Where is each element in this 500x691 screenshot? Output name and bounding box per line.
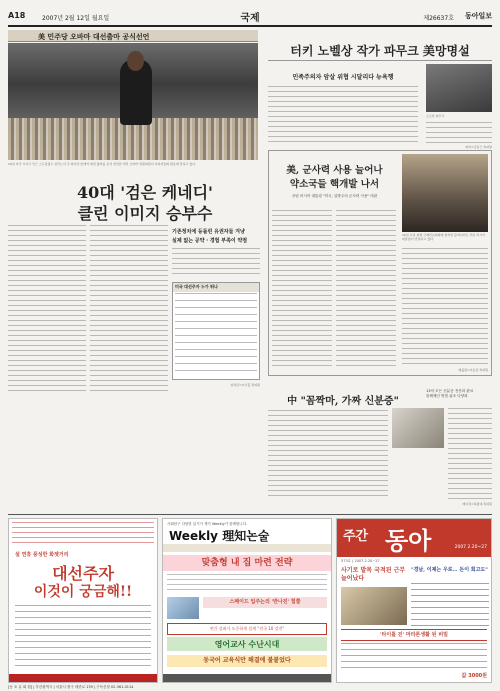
ad-weekly-title-kr: 理知논술: [222, 529, 270, 543]
ad-weekly-band-1: 맞춤형 내 집 마련 전략: [163, 555, 331, 571]
pamuk-photo: [426, 64, 492, 112]
candidates-table-rows: [175, 293, 257, 377]
turkey-subhead: 민족주의자 암살 위협 시달리다 뉴욕행: [292, 74, 394, 81]
putin-caption: 10일 독일 뮌헨 국제안보회의에 참석한 블라디미르 푸틴 러시아 대통령이 연설하고 있다.: [402, 233, 485, 241]
military-headline-2: 약소국들 핵개발 나서: [289, 179, 380, 190]
obama-box-body: [172, 248, 260, 278]
ad-weekly-title: [169, 527, 269, 544]
ad-weekly-top: 사회탐구 다양한 읽기가 책가 Weekly가 함께합니다.: [167, 522, 248, 526]
ad-weekly-strip: [163, 544, 331, 552]
ad-donga-title-big: 동아: [385, 526, 432, 555]
obama-body-col-2: [90, 225, 168, 395]
ad-election: [8, 518, 158, 683]
page-header: [8, 10, 492, 24]
turkey-body: [268, 86, 418, 146]
ad-weekly-band-1-sub: [167, 574, 327, 592]
ad-weekly-band-2: 스페이드 입주는의 '반나진' 힘쭐: [203, 597, 327, 608]
ad-donga-story-2: "경남, 이제는 우로… 돈이 회고도": [411, 567, 488, 573]
page-footer: [동 포 유 회 원] | 부산광역시 | 서울시 중구 세종로 139 | 구독신청 02-361-0114: [8, 685, 134, 689]
military-body-1: [272, 210, 332, 370]
ad-weekly-thumb: [167, 597, 199, 619]
turkey-rule: [268, 60, 492, 61]
obama-headline-1: 40대 '검은 케네디': [77, 183, 213, 202]
military-headline-1: 美, 군사력 사용 늘어나: [286, 165, 383, 176]
china-photo: [392, 408, 444, 448]
obama-box-headline: 기존정치에 등돌린 유권자들 겨냥 실제 없는 공약 · 경험 부족이 약점: [172, 229, 248, 244]
pamuk-caption: 오르한 파무크: [426, 114, 445, 118]
turkey-headline: 터키 노벨상 작가 파무크 美망명설: [290, 44, 470, 58]
military-deck: 푸틴 러시아 대통령 "미국, 일방주의 군사력 사용" 비판: [291, 194, 378, 198]
ad-election-title-1: 대선주자: [52, 564, 114, 583]
turkey-byline: 파리=금동근 특파원: [465, 145, 492, 149]
ad-election-kicker: 설 연휴 풍성한 화젯거리: [15, 552, 69, 558]
turkey-body-right: [426, 122, 492, 144]
obama-byline: 워싱턴=이기홍 특파원: [230, 383, 260, 387]
ad-donga-title-kr: 주간: [343, 529, 369, 544]
ad-donga-story-3: '타이틀 진' 마라톤생활 된 비밀: [341, 629, 487, 641]
ad-weekly-title-en: Weekly: [169, 529, 219, 543]
ad-election-top-text: [12, 522, 154, 544]
china-headline: 中 "꼼짝마, 가짜 신분증": [287, 396, 399, 407]
military-body-3: [402, 248, 488, 366]
page-number: A18: [8, 11, 26, 20]
obama-photo-caption: 10일 미국 시카고 인근 스프링필드 일리노이 주 의사당 앞에서 대선 출마를 공식 선언한 버락 오바마 상원의원이 지지자들의 환호에 답하고 있다.: [8, 162, 197, 166]
military-body-2: [336, 210, 396, 370]
ad-donga-price: 값 3000원: [461, 673, 487, 679]
ad-election-footer-bar: [9, 674, 157, 682]
ad-donga-masthead: [337, 519, 491, 557]
ad-donga-photo: [341, 587, 407, 625]
ad-weekly: [162, 518, 332, 683]
military-byline: 베를린=이호갑 특파원: [458, 368, 488, 372]
obama-body-col-1: [8, 225, 86, 395]
obama-banner: [8, 30, 258, 42]
ad-donga-list-1: [411, 583, 489, 627]
ad-weekly-band-5: 동국어 교육식만 해결에 불붙었다: [167, 655, 327, 667]
ads-rule: [8, 514, 492, 515]
ad-donga-issue: 573호 | 2007.2.20~27: [341, 559, 380, 563]
china-byline: 베이징=하종대 특파원: [462, 502, 492, 506]
obama-photo: [8, 43, 258, 160]
ad-donga-dates: 2007 2.20~27: [454, 545, 487, 550]
ad-election-list: [15, 605, 151, 669]
candidates-table-title: 미국 대선주자 누가 뛰나: [173, 283, 259, 292]
putin-photo: [402, 154, 488, 232]
paper-logo: 동아일보: [464, 12, 492, 20]
ad-weekly-footer: [163, 674, 331, 682]
china-body: [268, 410, 388, 500]
obama-head: [127, 51, 144, 71]
china-body-right: [448, 408, 492, 500]
ad-donga-story-1: 사기로 발목 국적된 근무 늘어났다: [341, 567, 406, 582]
ad-election-title-2: 이것이 궁금해!!: [33, 584, 133, 600]
paper-issue-number: 제26637호: [423, 15, 454, 22]
obama-banner-text: 美 민주당 오바마 대선출마 공식선언: [38, 33, 150, 41]
candidates-table: [172, 282, 260, 380]
section-title: 국제: [240, 13, 260, 24]
ad-weekly-donga: [336, 518, 492, 683]
obama-headline-2: 클린 이미지 승부수: [77, 204, 213, 223]
china-deck: 13억 모든 신분증 전산화 완료 블랙체인 방법 위조 다양화: [426, 389, 474, 398]
ad-donga-list-2: [341, 643, 487, 669]
ad-weekly-band-4: 영어교사 수난시대: [167, 637, 327, 651]
header-rule: [8, 25, 492, 27]
issue-date: 2007년 2월 12일 월요일: [42, 15, 110, 22]
ad-weekly-band-3: 연간 강좌가 도중하게 설계 "전국 10 강전": [167, 623, 327, 635]
